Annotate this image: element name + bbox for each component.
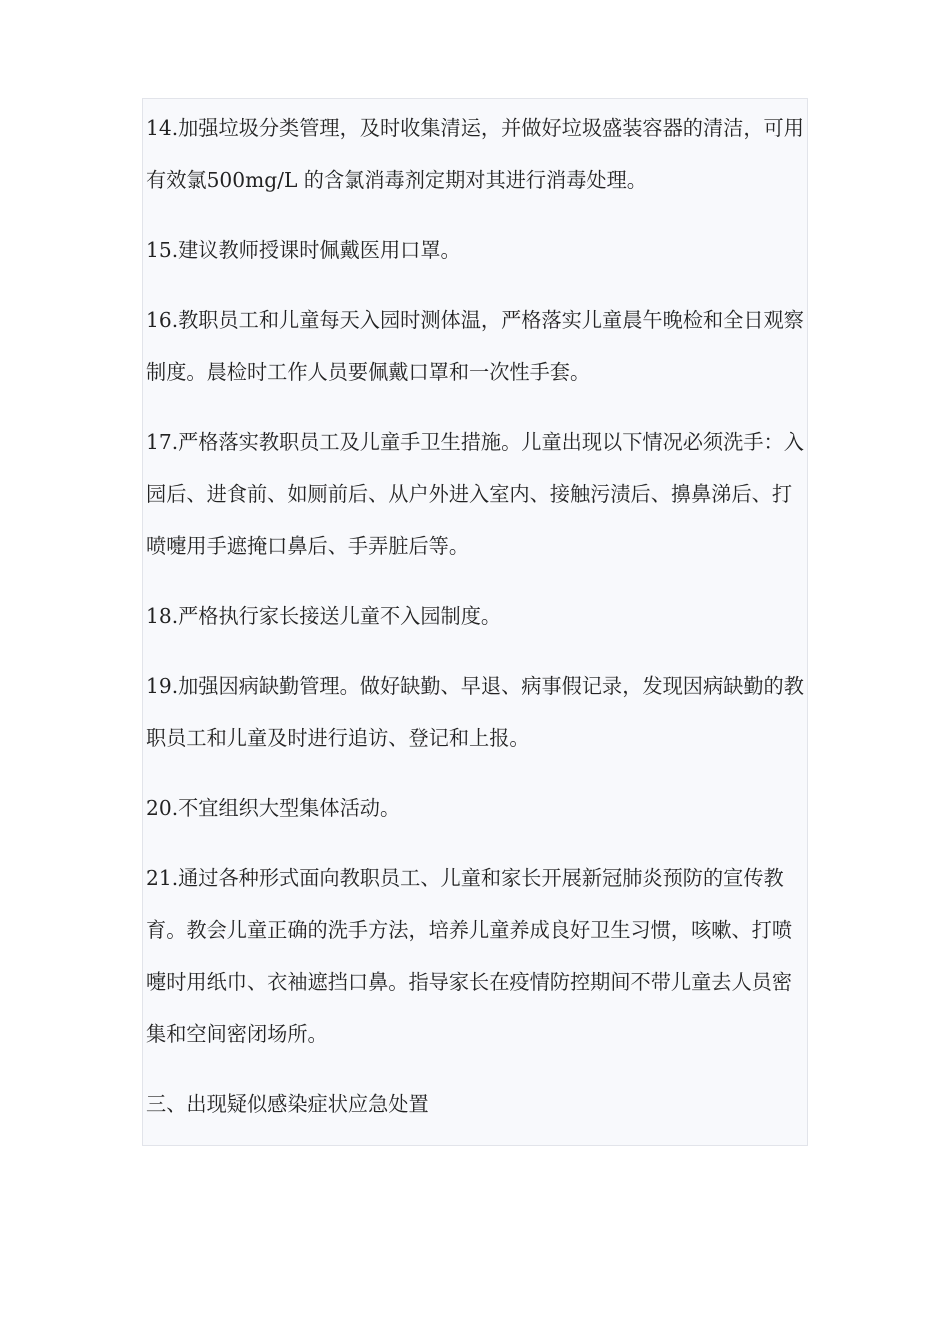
paragraph-18: 18.严格执行家长接送儿童不入园制度。	[146, 604, 502, 628]
document-content-box	[142, 98, 808, 1146]
paragraph-19: 19.加强因病缺勤管理。做好缺勤、早退、病事假记录，发现因病缺勤的教职员工和儿童及时进行追访、登记和上报。	[146, 674, 804, 750]
paragraph-14: 14.加强垃圾分类管理，及时收集清运，并做好垃圾盛装容器的清洁，可用有效氯500mg/L 的含氯消毒剂定期对其进行消毒处理。	[146, 116, 804, 192]
paragraph-20: 20.不宜组织大型集体活动。	[146, 796, 401, 820]
paragraph-15: 15.建议教师授课时佩戴医用口罩。	[146, 238, 461, 262]
section-heading-3: 三、出现疑似感染症状应急处置	[146, 1092, 429, 1116]
paragraph-17: 17.严格落实教职员工及儿童手卫生措施。儿童出现以下情况必须洗手：入园后、进食前、如厕前后、从户外进入室内、接触污渍后、擤鼻涕后、打喷嚏用手遮掩口鼻后、手弄脏后等。	[146, 430, 804, 558]
paragraph-21: 21.通过各种形式面向教职员工、儿童和家长开展新冠肺炎预防的宣传教育。教会儿童正确的洗手方法，培养儿童养成良好卫生习惯，咳嗽、打喷嚏时用纸巾、衣袖遮挡口鼻。指导家长在疫情防控期间不带儿童去人员密集和空间密闭场所。	[146, 866, 793, 1046]
paragraph-16: 16.教职员工和儿童每天入园时测体温，严格落实儿童晨午晚检和全日观察制度。晨检时工作人员要佩戴口罩和一次性手套。	[146, 308, 804, 384]
